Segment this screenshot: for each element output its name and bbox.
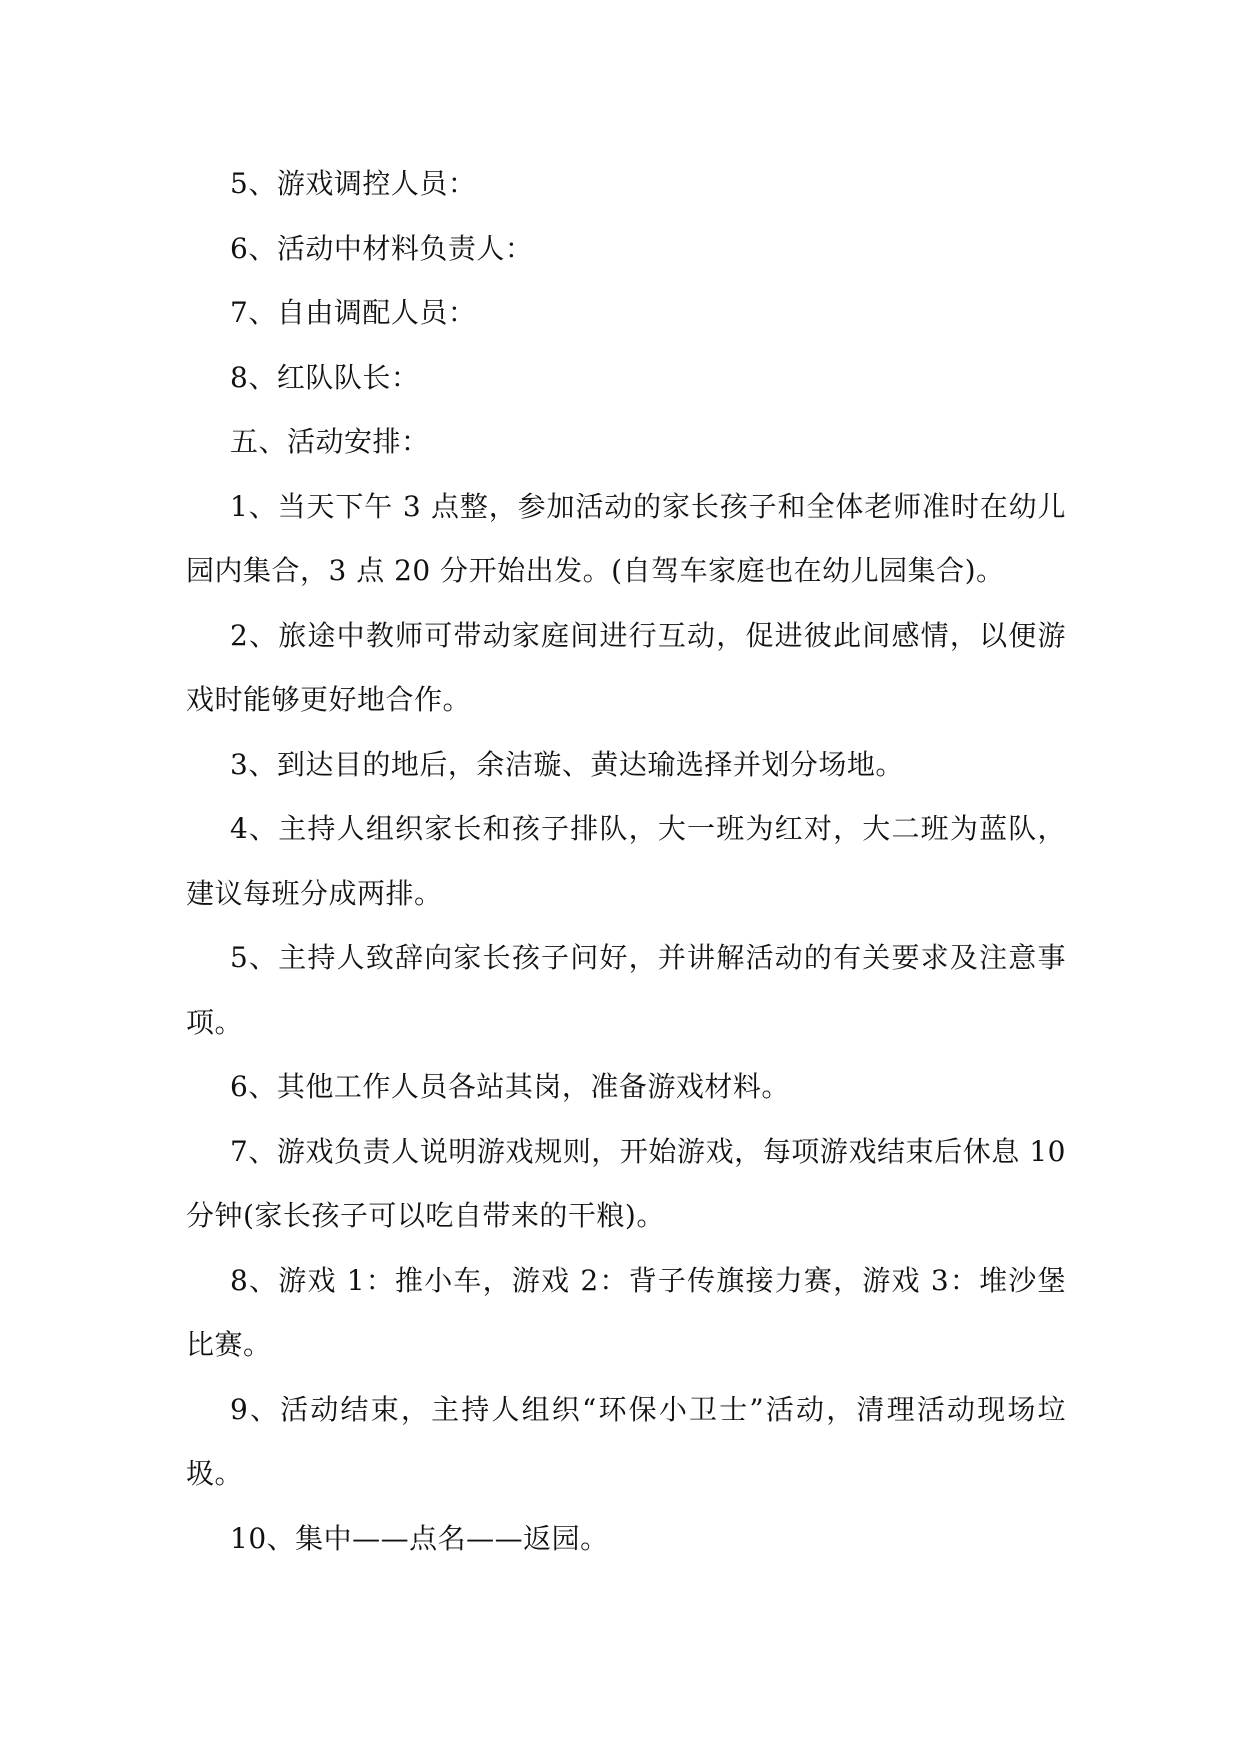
staff-item-materials: 6、活动中材料负责人： (230, 231, 534, 265)
document-body (186, 152, 1066, 1571)
schedule-item-9: 9、活动结束，主持人组织“环保小卫士”活动，清理活动现场垃圾。 (186, 1392, 1066, 1490)
schedule-item-10: 10、集中——点名——返园。 (230, 1521, 609, 1555)
schedule-item-2: 2、旅途中教师可带动家庭间进行互动，促进彼此间感情，以便游戏时能够更好地合作。 (186, 618, 1066, 716)
staff-item-game-control: 5、游戏调控人员： (230, 167, 477, 200)
section-heading-schedule: 五、活动安排： (230, 425, 430, 458)
schedule-item-4: 4、主持人组织家长和孩子排队，大一班为红对，大二班为蓝队，建议每班分成两排。 (186, 812, 1066, 910)
schedule-item-7: 7、游戏负责人说明游戏规则，开始游戏，每项游戏结束后休息 10 分钟(家长孩子可以吃自带来的干粮)。 (186, 1134, 1066, 1232)
schedule-item-6: 6、其他工作人员各站其岗，准备游戏材料。 (230, 1070, 790, 1103)
schedule-item-3: 3、到达目的地后，余洁璇、黄达瑜选择并划分场地。 (230, 747, 904, 781)
schedule-item-5: 5、主持人致辞向家长孩子问好，并讲解活动的有关要求及注意事项。 (186, 941, 1066, 1039)
staff-item-flexible: 7、自由调配人员： (230, 296, 477, 329)
staff-item-red-captain: 8、红队队长： (230, 360, 420, 394)
schedule-item-1: 1、当天下午 3 点整，参加活动的家长孩子和全体老师准时在幼儿园内集合，3 点 20 分开始出发。(自驾车家庭也在幼儿园集合)。 (186, 489, 1066, 587)
schedule-item-8: 8、游戏 1：推小车，游戏 2：背子传旗接力赛，游戏 3：堆沙堡比赛。 (186, 1263, 1066, 1361)
